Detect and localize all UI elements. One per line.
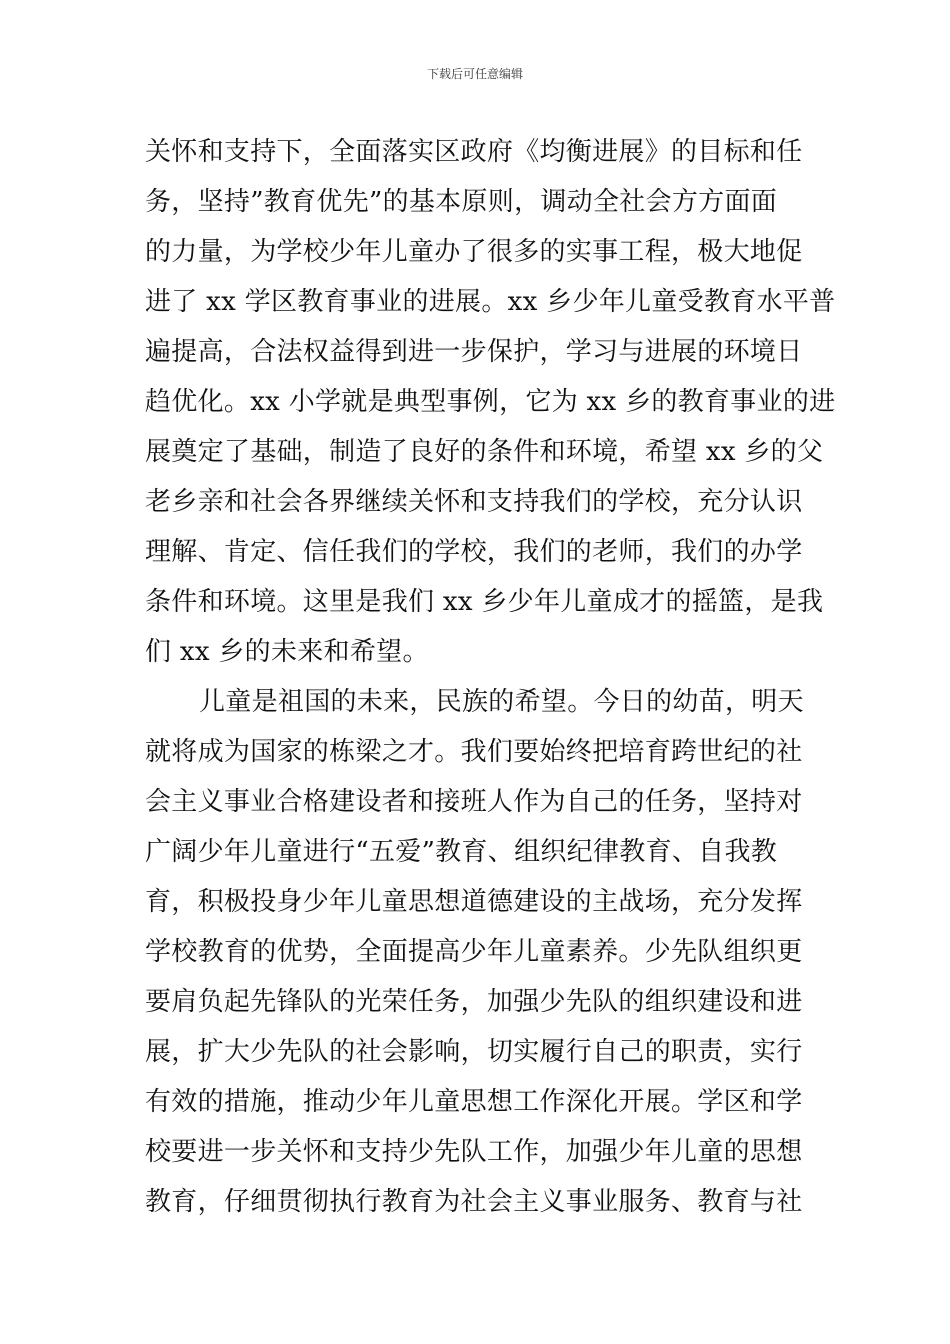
document-body [145,127,836,1227]
text-line: 就将成为国家的栋梁之才。我们要始终把培育跨世纪的社 [145,737,803,767]
text-line: 学校教育的优势，全面提高少年儿童素养。少先队组织更 [145,937,803,967]
text-line: 理解、肯定、信任我们的学校，我们的老师，我们的办学 [145,537,803,567]
text-line: 育，积极投身少年儿童思想道德建设的主战场，充分发挥 [145,887,803,917]
page-header: 下载后可任意编辑 [426,67,523,81]
text-line: 展，扩大少先队的社会影响，切实履行自己的职责，实行 [145,1037,803,1067]
text-line: 条件和环境。这里是我们 xx 乡少年儿童成才的摇篮，是我 [145,587,824,617]
text-line: 会主义事业合格建设者和接班人作为自己的任务，坚持对 [145,787,803,817]
text-line: 遍提高，合法权益得到进一步保护，学习与进展的环境日 [145,337,803,367]
text-line: 们 xx 乡的未来和希望。 [145,637,429,667]
text-line: 的力量，为学校少年儿童办了很多的实事工程，极大地促 [145,237,803,267]
text-line: 教育，仔细贯彻执行教育为社会主义事业服务、教育与社 [145,1187,803,1217]
text-line: 展奠定了基础，制造了良好的条件和环境，希望 xx 乡的父 [145,437,824,467]
text-line: 趋优化。xx 小学就是典型事例，它为 xx 乡的教育事业的进 [145,387,836,417]
text-line: 要肩负起先锋队的光荣任务，加强少先队的组织建设和进 [145,987,803,1017]
text-line: 老乡亲和社会各界继续关怀和支持我们的学校，充分认识 [145,487,803,517]
text-line: 务，坚持”教育优先”的基本原则，调动全社会方方面面 [145,187,778,217]
text-line: 有效的措施，推动少年儿童思想工作深化开展。学区和学 [145,1087,803,1117]
text-line: 关怀和支持下，全面落实区政府《均衡进展》的目标和任 [145,137,803,167]
text-line: 进了 xx 学区教育事业的进展。xx 乡少年儿童受教育水平普 [145,287,836,317]
paragraph-first-line: 儿童是祖国的未来，民族的希望。今日的幼苗，明天 [199,687,804,717]
text-line: 校要进一步关怀和支持少先队工作，加强少年儿童的思想 [145,1137,803,1167]
text-line: 广阔少年儿童进行“五爱”教育、组织纪律教育、自我教 [145,837,778,867]
